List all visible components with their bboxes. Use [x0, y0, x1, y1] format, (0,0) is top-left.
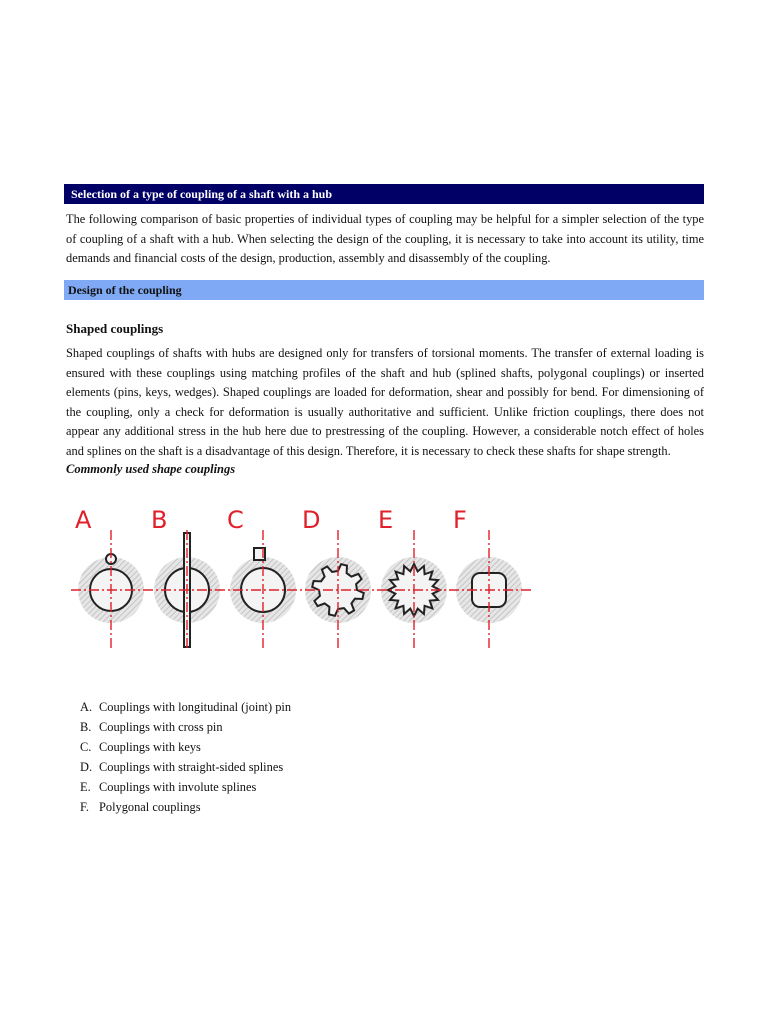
coupling-key-diagram	[227, 506, 296, 650]
list-item	[80, 757, 291, 777]
coupling-straight-spline-diagram	[302, 506, 371, 650]
list-marker: A.	[80, 700, 93, 714]
coupling-involute-spline-diagram	[378, 506, 447, 650]
list-item	[80, 717, 291, 737]
figure-letter: F	[453, 506, 467, 534]
intro-paragraph: The following comparison of basic properties of individual types of coupling may be helpful for a simpler selection of the type of coupling of a shaft with a hub. When selecting the design of the coupling, it is necessary to take into account its utility, time demands and financial costs of the design, production, assembly and disassembly of the coupling.	[66, 212, 704, 266]
shaped-couplings-paragraph: Shaped couplings of shafts with hubs are designed only for transfers of torsional moments. The transfer of external loading is ensured with these couplings using matching profiles of the shaft and hub (splined shafts, polygonal couplings) or inserted elements (pins, keys, wedges). Shaped couplings are loaded for deformation, shear and possibly for bend. For dimensioning of the coupling, only a check for deformation is usually authoritative and sufficient. Unlike friction couplings, there does not appear any additional stress in the hub here due to prestressing of the coupling. However, a considerable notch effect of holes and splines on the shaft is a disadvantage of this design. Therefore, it is necessary to check these shafts for shape strength.	[66, 346, 704, 458]
list-marker: B.	[80, 720, 92, 734]
list-marker: F.	[80, 800, 89, 814]
figure-letter: B	[151, 506, 168, 534]
list-marker: D.	[80, 760, 93, 774]
figure-letter: A	[75, 506, 92, 534]
figure-letter: D	[302, 506, 321, 534]
section-title: Selection of a type of coupling of a shaft with a hub	[71, 187, 333, 201]
figure-letter: E	[378, 506, 394, 534]
list-text: Couplings with cross pin	[99, 720, 223, 734]
list-marker: C.	[80, 740, 92, 754]
list-text: Couplings with straight-sided splines	[99, 760, 284, 774]
coupling-type-list	[80, 697, 291, 817]
list-item	[80, 777, 291, 797]
list-text: Polygonal couplings	[99, 800, 201, 814]
design-band	[64, 280, 704, 300]
list-text: Couplings with longitudinal (joint) pin	[99, 700, 292, 714]
list-text: Couplings with keys	[99, 740, 201, 754]
shaped-couplings-heading: Shaped couplings	[66, 321, 164, 336]
list-text: Couplings with involute splines	[99, 780, 257, 794]
design-band-label: Design of the coupling	[68, 283, 182, 297]
list-item	[80, 697, 291, 717]
section-title-band	[64, 184, 704, 204]
common-couplings-heading: Commonly used shape couplings	[66, 462, 236, 476]
list-item	[80, 737, 291, 757]
figure-letter: C	[227, 506, 244, 534]
coupling-longitudinal-pin-diagram	[75, 506, 144, 650]
coupling-cross-pin-diagram	[151, 506, 220, 650]
coupling-types-figure	[66, 500, 536, 660]
coupling-polygon-diagram	[453, 506, 522, 650]
list-marker: E.	[80, 780, 91, 794]
list-item	[80, 797, 291, 817]
